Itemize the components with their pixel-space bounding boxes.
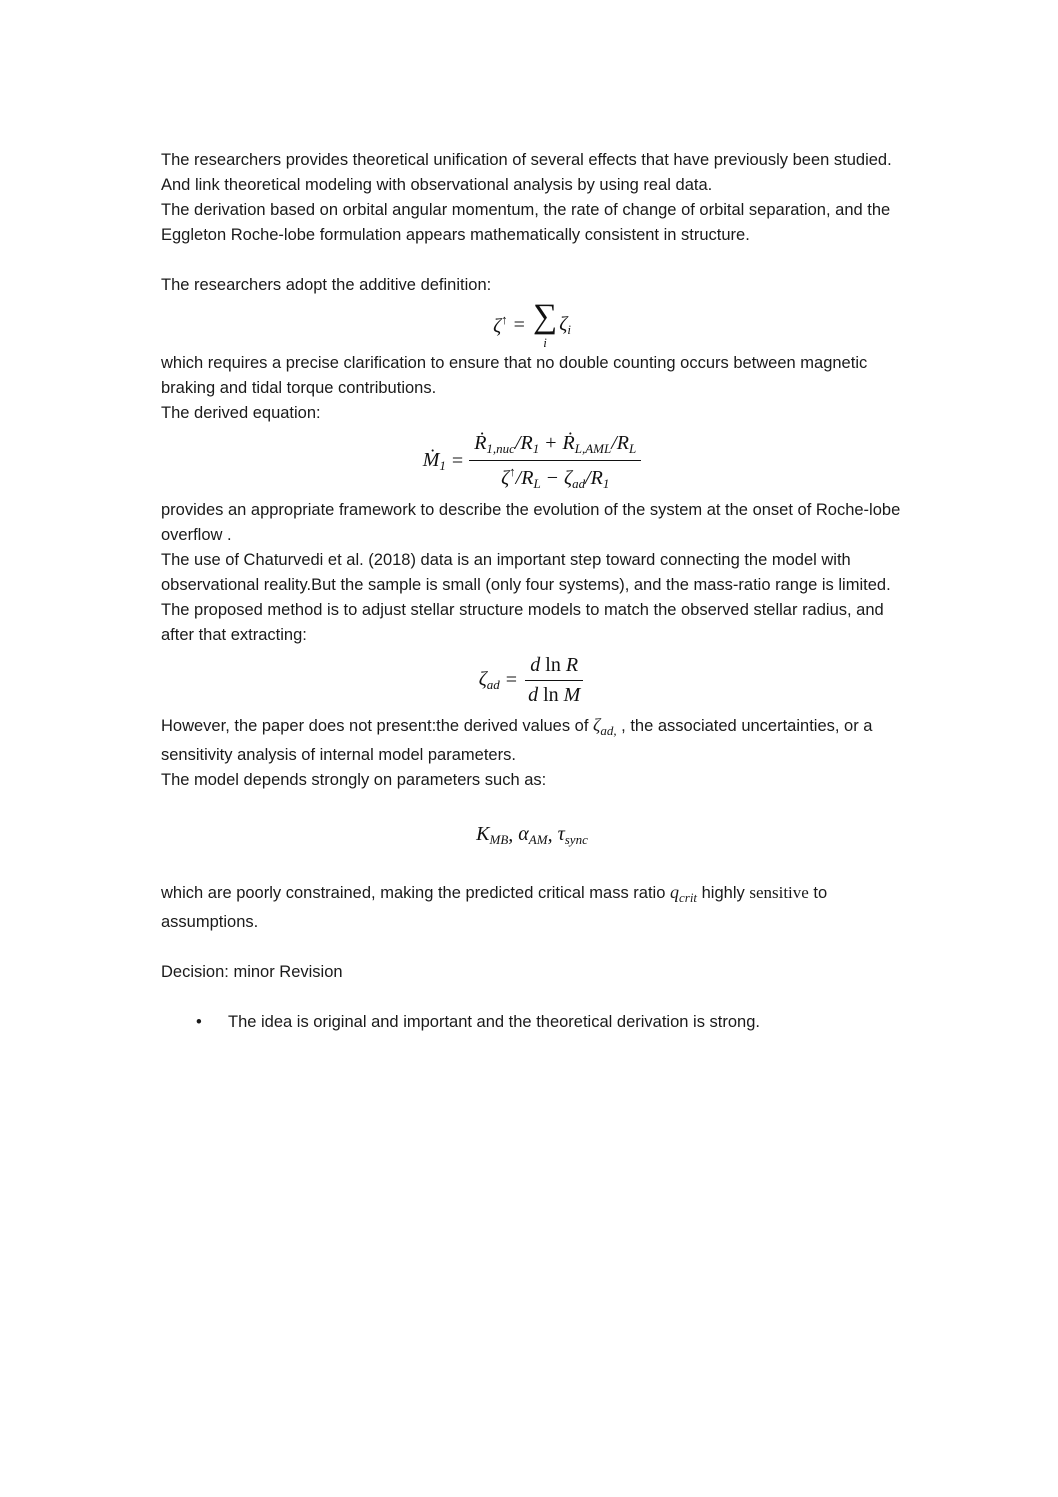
summation-symbol: [532, 298, 558, 350]
fraction-denominator: [496, 461, 614, 492]
paragraph-poorly-constrained: [161, 880, 903, 935]
math-subscript: sync: [564, 831, 588, 847]
math-subscript: MB: [489, 831, 509, 847]
paragraph-framework: provides an appropriate framework to describe the evolution of the system at the onset of Roche-lobe overflow .: [161, 500, 901, 544]
equation-zeta-sum: [161, 298, 903, 350]
fraction-numerator: [525, 654, 583, 681]
text-run: which are poorly constrained, making the predicted critical mass ratio: [161, 883, 670, 902]
math-subscript: AM: [528, 831, 548, 847]
equation-parameters-row: [476, 823, 588, 848]
math-symbol: K: [476, 822, 490, 845]
math-kmb: [476, 823, 508, 848]
math-symbol: ζ: [593, 714, 601, 735]
math-symbol: d: [528, 683, 539, 706]
paragraph-additive-definition: The researchers adopt the additive definition:: [161, 276, 492, 294]
equals-operator: =: [505, 668, 518, 691]
math-symbol: Ṙ: [474, 431, 487, 454]
math-subscript: L: [629, 440, 637, 456]
fraction: [523, 654, 585, 707]
paragraph-intro-2: The derivation based on orbital angular momentum, the rate of change of orbital separation, and the Eggleton Roche-lobe formulation appears mathematically consistent in structure.: [161, 201, 891, 244]
math-symbol: R: [565, 653, 579, 676]
slash: /: [611, 431, 617, 454]
paragraph-derived-equation: The derived equation:: [161, 403, 321, 422]
math-subscript: i: [567, 321, 571, 337]
sigma-glyph: ∑: [532, 298, 558, 335]
math-subscript: ad,: [600, 722, 617, 738]
math-subscript: ad: [572, 475, 586, 491]
math-subscript: ad: [486, 676, 500, 692]
paragraph-not-presented: [161, 713, 903, 768]
summation-index: i: [543, 334, 547, 350]
equation-parameter-list: [161, 823, 903, 848]
ln-function: ln: [543, 683, 559, 706]
fraction-denominator: [523, 681, 585, 707]
equals-operator: =: [451, 450, 464, 473]
math-zeta-term: [559, 313, 571, 338]
math-symbol: α: [518, 822, 529, 845]
math-symbol: ζ: [478, 667, 487, 690]
math-symbol: ζ: [563, 466, 573, 489]
text-run: , the associated uncertainties, or a sensitivity analysis of internal model parameters.: [161, 716, 873, 764]
text-run: to assumptions.: [161, 883, 828, 931]
math-subscript: crit: [678, 889, 698, 905]
ln-function: ln: [545, 653, 561, 676]
math-subscript: 1: [602, 475, 610, 491]
math-symbol: ζ: [493, 315, 502, 338]
math-symbol: R: [616, 431, 629, 454]
math-alpha-am: [518, 823, 547, 848]
math-symbol: ζ: [501, 466, 510, 489]
math-symbol: d: [530, 653, 541, 676]
equals-operator: =: [513, 313, 525, 336]
math-zeta-ad-lhs: [479, 668, 500, 693]
slash: /: [515, 466, 522, 489]
equation-zeta-ad: [161, 654, 903, 707]
inline-math-qcrit: [669, 881, 698, 905]
bullet-marker: •: [196, 1012, 202, 1031]
math-subscript: L: [533, 475, 541, 491]
math-superscript: ↑: [501, 312, 508, 328]
equation-mass-transfer-rate: [161, 432, 903, 492]
math-superscript: ↑: [509, 463, 516, 479]
math-symbol: q: [669, 881, 679, 902]
math-symbol: R: [520, 431, 533, 454]
slash: /: [514, 431, 521, 454]
math-zeta-lhs: [493, 312, 508, 338]
equation-mdot-row: [423, 432, 641, 492]
fraction: [469, 432, 641, 492]
math-subscript: 1: [439, 458, 446, 474]
fraction-numerator: [469, 432, 641, 461]
paragraph-proposed-method: The proposed method is to adjust stellar structure models to match the observed stellar radius, and after that extracting:: [161, 600, 884, 644]
comma: ,: [547, 823, 553, 846]
math-subscript: L,AML: [574, 440, 612, 456]
slash: /: [585, 466, 591, 489]
math-tau-sync: [558, 823, 588, 848]
equation-zeta-sum-row: [493, 298, 571, 350]
comma: ,: [508, 823, 514, 846]
document-page: [161, 148, 903, 1035]
math-symbol: R: [521, 466, 534, 489]
text-run: However, the paper does not present:the derived values of: [161, 716, 594, 735]
math-subscript: 1,nuc: [486, 440, 515, 456]
math-symbol: ζ: [559, 312, 568, 335]
text-run-serif: sensitive: [749, 882, 809, 902]
math-symbol: τ: [557, 822, 565, 845]
math-symbol: Ṁ: [422, 449, 440, 472]
paragraph-chaturvedi-data: The use of Chaturvedi et al. (2018) data is an important step toward connecting the model with observational reality.But the sample is small (only four systems), and the mass-ratio range is limited.: [161, 550, 891, 594]
math-subscript: 1: [532, 440, 540, 456]
minus-operator: −: [546, 466, 558, 489]
math-symbol: Ṙ: [562, 431, 575, 454]
math-mdot-lhs: [423, 449, 446, 474]
paragraph-clarification: which requires a precise clarification to ensure that no double counting occurs between magnetic braking and tidal torque contributions.: [161, 353, 868, 397]
math-symbol: M: [563, 683, 581, 706]
text-run: highly: [697, 883, 750, 902]
plus-operator: +: [545, 431, 557, 454]
bullet-item: [196, 1010, 903, 1035]
inline-math-zeta-ad: [593, 714, 617, 738]
math-symbol: R: [590, 466, 603, 489]
decision-line: Decision: minor Revision: [161, 962, 343, 981]
paragraph-model-parameters: The model depends strongly on parameters such as:: [161, 770, 547, 789]
paragraph-intro-1: The researchers provides theoretical unification of several effects that have previously been studied. And link theoretical modeling with observational analysis by using real data.: [161, 151, 892, 194]
equation-zeta-ad-row: [479, 654, 586, 707]
bullet-item-text: The idea is original and important and the theoretical derivation is strong.: [228, 1012, 760, 1031]
